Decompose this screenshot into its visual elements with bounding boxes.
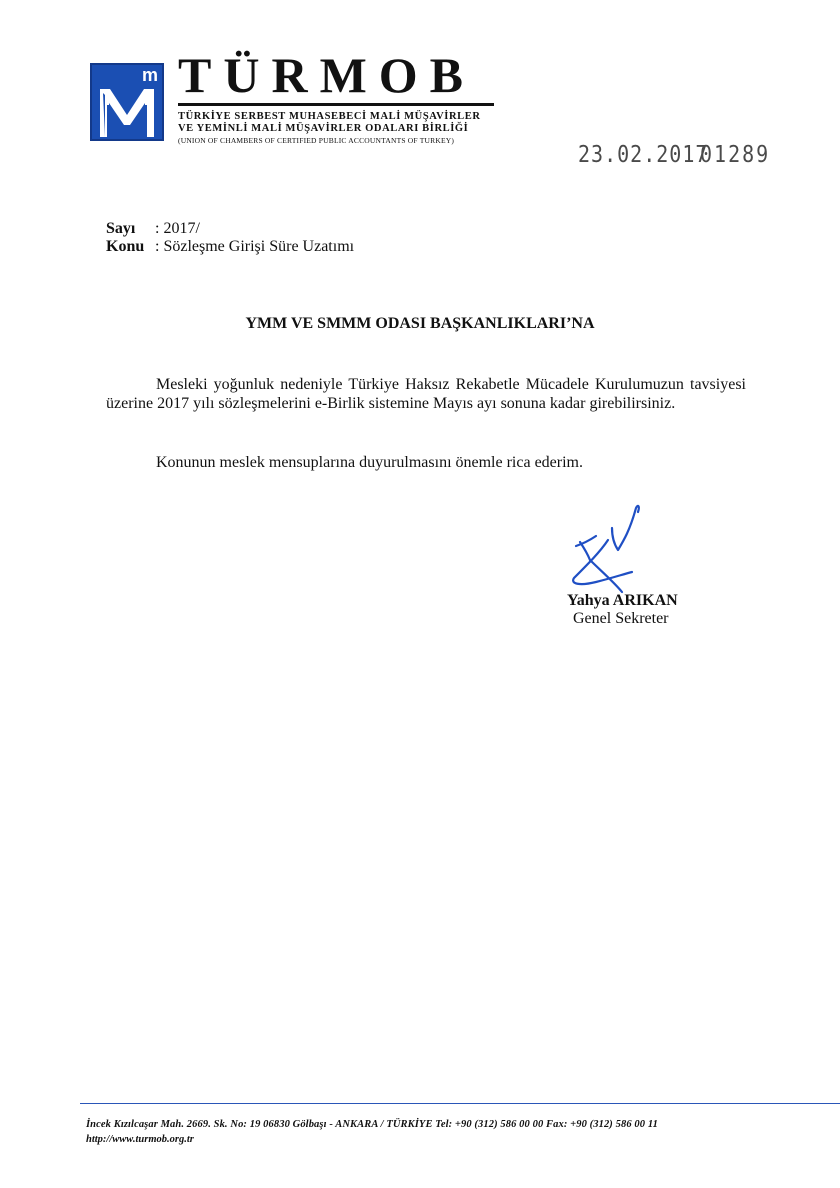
- konu-label: Konu: [106, 238, 145, 255]
- org-full-name-line1: TÜRKİYE SERBEST MUHASEBECİ MALİ MÜŞAVİRLER: [178, 111, 481, 122]
- footer-divider: [80, 1103, 840, 1104]
- footer-address: İncek Kızılcaşar Mah. 2669. Sk. No: 19 06830 Gölbaşı - ANKARA / TÜRKİYE Tel: +90 (312) 586 00 00 Fax: +90 (312) 586 00 11: [86, 1119, 658, 1130]
- body-paragraph-1: Mesleki yoğunluk nedeniyle Türkiye Haksız Rekabetle Mücadele Kurulumuzun tavsiyesi üzerine 2017 yılı sözleşmelerini e-Birlik sistemine Mayıs ayı sonuna kadar girebilirsiniz.: [106, 376, 746, 412]
- stamp-number: 01289: [700, 140, 771, 168]
- sayi-label: Sayı: [106, 220, 136, 237]
- logo-superscript: m: [141, 65, 158, 85]
- org-english-name: (UNION OF CHAMBERS OF CERTIFIED PUBLIC ACCOUNTANTS OF TURKEY): [178, 136, 455, 145]
- org-short-name: TÜRMOB: [178, 47, 475, 103]
- handwritten-signature: [560, 500, 670, 600]
- logo-m-glyph: [96, 85, 158, 137]
- footer-website-link[interactable]: http://www.turmob.org.tr: [86, 1134, 194, 1145]
- body-paragraph-2: Konunun meslek mensuplarına duyurulmasını önemle rica ederim.: [156, 454, 583, 471]
- sayi-value: : 2017/: [155, 220, 200, 237]
- addressee-heading: YMM VE SMMM ODASI BAŞKANLIKLARI’NA: [245, 315, 595, 332]
- signer-title: Genel Sekreter: [573, 610, 669, 627]
- stamp-date: 23.02.2017: [578, 140, 709, 168]
- signer-name: Yahya ARIKAN: [567, 592, 678, 609]
- turmob-logo: [90, 63, 164, 141]
- konu-value: : Sözleşme Girişi Süre Uzatımı: [155, 238, 355, 255]
- letterhead-divider: [178, 103, 494, 106]
- org-full-name-line2: VE YEMİNLİ MALİ MÜŞAVİRLER ODALARI BİRLİĞİ: [178, 123, 469, 134]
